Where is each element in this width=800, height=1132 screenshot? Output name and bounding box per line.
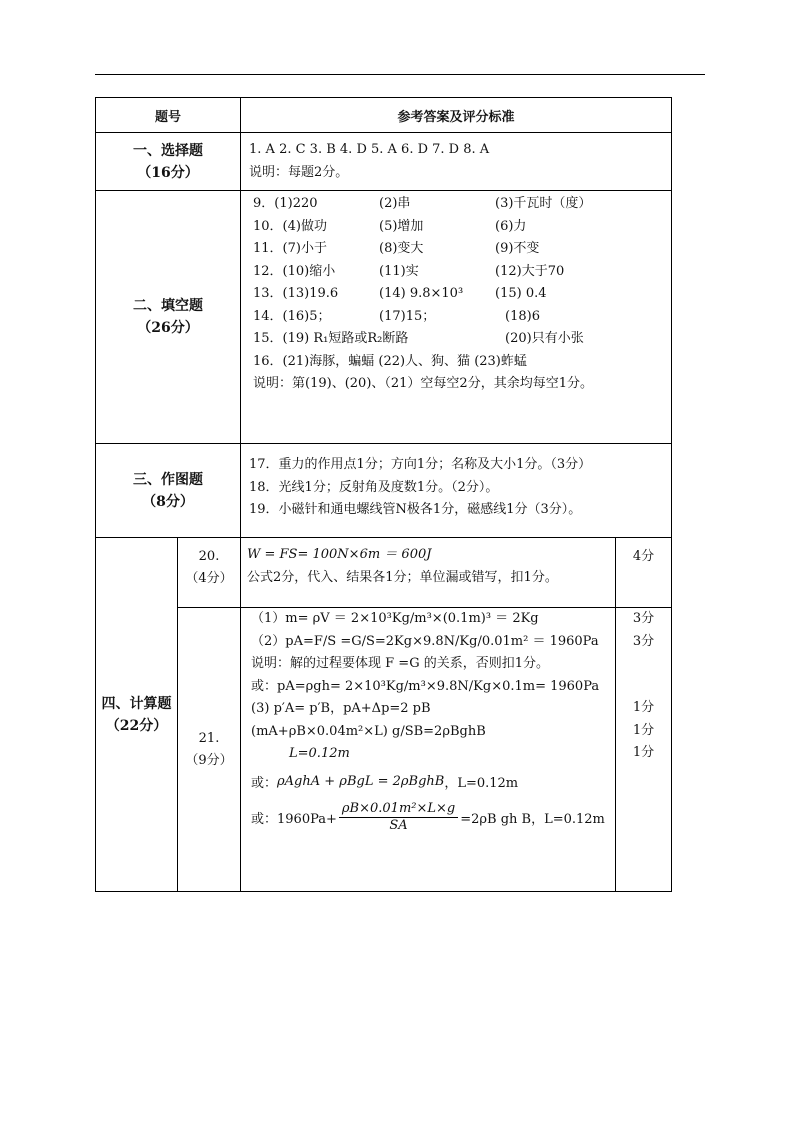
header-answer: 参考答案及评分标准	[241, 98, 672, 133]
drawing-line: 19．小磁针和通电螺线管N极各1分，磁感线1分（3分）。	[249, 502, 582, 517]
question-21-number: 21. （9分）	[178, 608, 241, 892]
section-points: （16分）	[137, 164, 199, 181]
section-points: （26分）	[137, 320, 199, 336]
q21-line: (3) p′A= p′B，pA+Δp=2 pB	[251, 701, 431, 716]
q21-line: (mA+ρB×0.04m²×L) g/SB=2ρBghB	[251, 723, 486, 739]
score-item: 3分	[632, 633, 655, 649]
fill-row: 16．(21)海豚，蝙蝠 (22)人、狗、猫 (23)蚱蜢	[253, 353, 527, 369]
fill-row: 15．(19) R₁短路或R₂断路 (20)只有小张	[253, 331, 584, 346]
score-item: 1分	[632, 722, 655, 738]
q20-line: 公式2分，代入、结果各1分；单位漏或错写，扣1分。	[247, 569, 558, 585]
fill-row: 11．(7)小于 (8)变大 (9)不变	[253, 241, 540, 256]
section-drawing-label	[96, 444, 241, 538]
section-title: 四、计算题	[101, 695, 172, 712]
question-20-row	[96, 538, 672, 608]
q21-alt-equation-2: 或：1960Pa+ $\frac{\text{ρB×0.01m²×L×g}}{SA}$ =2ρB gh B，L=0.12m	[251, 801, 605, 833]
q21-line: L=0.12m	[289, 746, 350, 761]
q21-line: （2）pA=F/S =G/S=2Kg×9.8N/Kg/0.01m² ＝ 1960Pa	[251, 633, 599, 649]
section-points: （8分）	[142, 493, 194, 510]
question-20-score: 4分	[616, 538, 672, 608]
section-title: 二、填空题	[133, 298, 203, 314]
answer-table	[95, 97, 672, 892]
score-item: 1分	[632, 700, 655, 715]
section-title: 一、选择题	[133, 142, 203, 159]
fill-row: 13．(13)19.6 (14) 9.8×10³ (15) 0.4	[253, 286, 547, 301]
fraction: $\frac{\text{ρB×0.01m²×L×g}}{SA}$	[339, 801, 458, 834]
q21-line: （1）m= ρV ＝ 2×10³Kg/m³×(0.1m)³ ＝ 2Kg	[251, 611, 539, 626]
section-choice-row	[96, 133, 672, 191]
score-item: 3分	[632, 611, 655, 626]
section-drawing-row	[96, 444, 672, 538]
q20-line: W = FS= 100N×6m ＝ 600J	[247, 547, 432, 562]
q21-line: 或：pA=ρgh= 2×10³Kg/m³×9.8N/Kg×0.1m= 1960Pa	[251, 678, 600, 694]
fill-row: 14．(16)5； (17)15； (18)6	[253, 308, 540, 324]
q21-line: 说明：解的过程要体现 F =G 的关系，否则扣1分。	[251, 656, 549, 671]
section-calc-label	[96, 538, 178, 892]
score-item: 1分	[632, 745, 655, 760]
section-fill-row	[96, 191, 672, 444]
question-21-scores	[616, 608, 672, 892]
section-points: （22分）	[105, 717, 168, 734]
section-fill-answers	[241, 191, 672, 444]
fill-row: 12．(10)缩小 (11)实 (12)大于70	[253, 263, 565, 279]
table-header-row	[96, 98, 672, 133]
question-20-answer	[241, 538, 616, 608]
header-question-no: 题号	[96, 98, 241, 133]
section-drawing-answers	[241, 444, 672, 538]
fill-row: 9．(1)220 (2)串 (3)千瓦时（度）	[253, 196, 592, 211]
section-title: 三、作图题	[133, 471, 203, 488]
question-21-row	[96, 608, 672, 892]
choice-answers-line: 1. A 2. C 3. B 4. D 5. A 6. D 7. D 8. A	[249, 142, 490, 157]
drawing-line: 17．重力的作用点1分；方向1分；名称及大小1分。（3分）	[249, 457, 592, 472]
question-21-answer	[241, 608, 616, 892]
section-fill-label	[96, 191, 241, 444]
drawing-line: 18．光线1分；反射角及度数1分。（2分）。	[249, 479, 499, 495]
question-20-number: 20. （4分）	[178, 538, 241, 608]
top-rule	[95, 74, 705, 75]
choice-note: 说明：每题2分。	[249, 164, 349, 180]
q21-alt-equation-1: 或： ρAghA + ρBgL = 2ρBghB ，L=0.12m	[251, 774, 519, 791]
fill-note: 说明：第(19)、(20)、（21）空每空2分，其余均每空1分。	[253, 376, 593, 391]
section-choice-answers	[241, 133, 672, 191]
section-choice-label	[96, 133, 241, 191]
fill-row: 10．(4)做功 (5)增加 (6)力	[253, 218, 527, 234]
